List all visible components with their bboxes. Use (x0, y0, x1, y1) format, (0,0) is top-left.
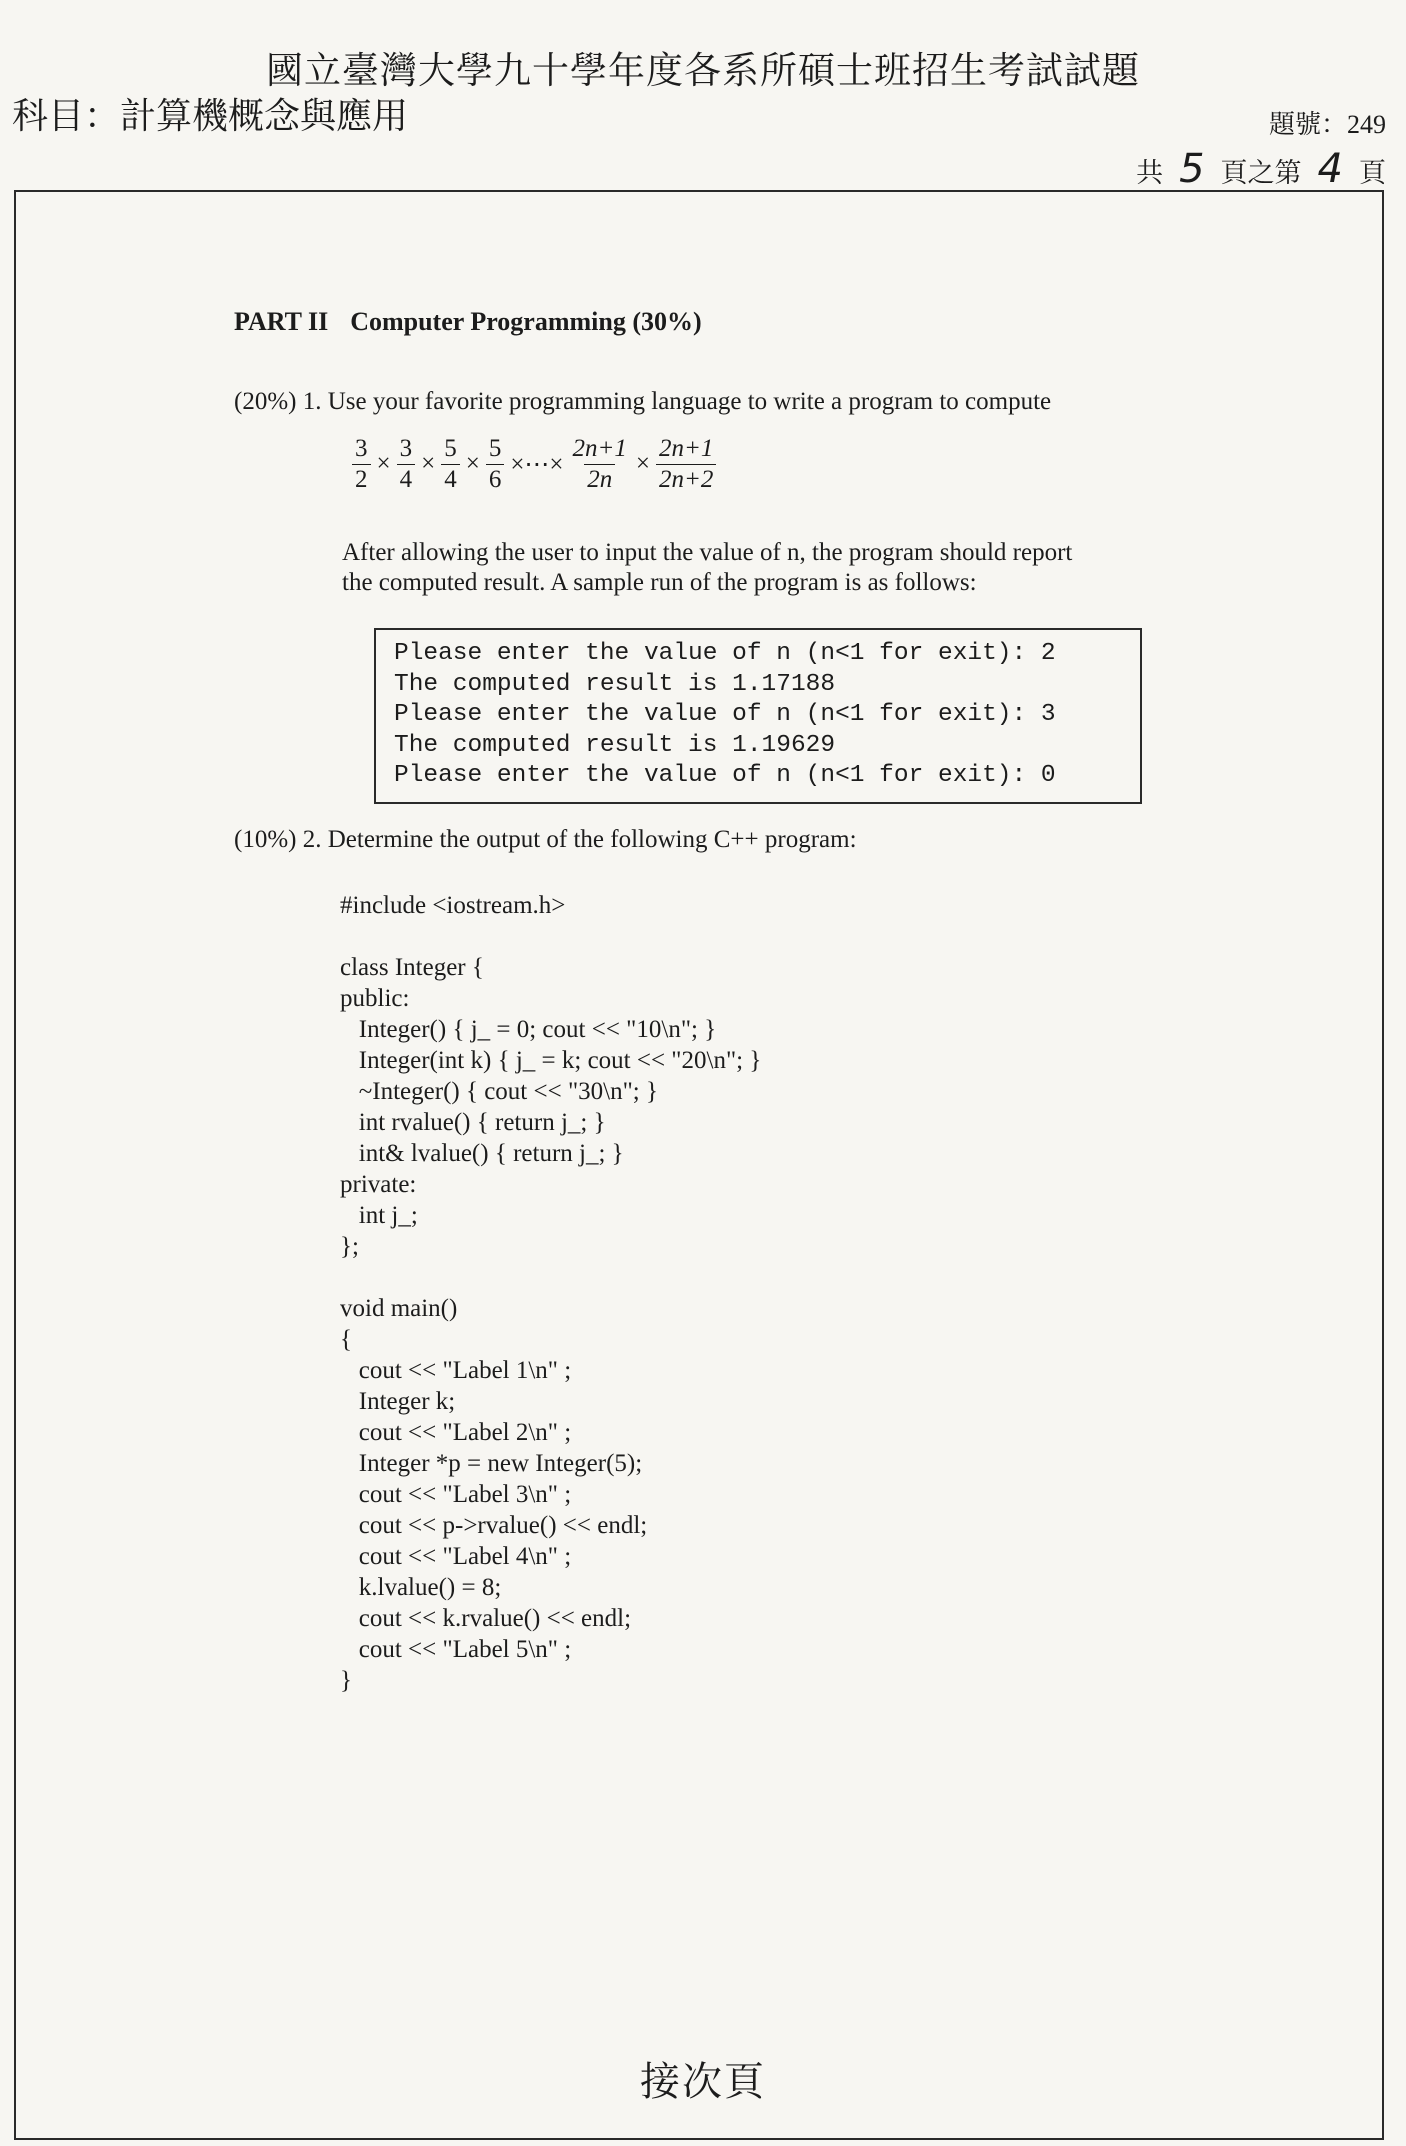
code-line: class Integer { (340, 954, 484, 981)
sample-run-line: Please enter the value of n (n<1 for exit): 2 (394, 640, 1056, 667)
question-number: 題號：249 (1268, 110, 1386, 139)
code-line: Integer() { j_ = 0; cout << "10\n"; } (340, 1016, 717, 1043)
continue-next-page-note: 接次頁 (640, 2059, 766, 2105)
code-line: #include <iostream.h> (340, 892, 566, 919)
sample-run-line: The computed result is 1.19629 (394, 731, 836, 759)
code-line: Integer(int k) { j_ = k; cout << "20\n"; } (340, 1047, 762, 1074)
question-1-text: (20%) 1. Use your favorite programming language to write a program to compute (234, 388, 1052, 415)
code-line (340, 921, 761, 952)
times-sign: × (421, 450, 436, 477)
sample-run-line: Please enter the value of n (n<1 for exit): 0 (394, 762, 1056, 789)
code-line: int j_; (340, 1202, 418, 1229)
sample-run-box (374, 628, 1142, 804)
page-info (1136, 146, 1386, 192)
part-heading (234, 307, 702, 337)
code-line (340, 1262, 761, 1293)
code-line: Integer k; (340, 1388, 456, 1415)
exam-title: 國立臺灣大學九十學年度各系所碩士班招生考試試題 (266, 51, 1140, 92)
sample-run-line: The computed result is 1.17188 (394, 670, 836, 698)
times-sign: × (376, 450, 391, 477)
part-title: Computer Programming (30%) (350, 307, 702, 336)
fraction-5: $\frac{2n+1}{2n}$ (572, 434, 627, 493)
cpp-code-listing (340, 890, 761, 1696)
subject-label: 科目：計算機概念與應用 (12, 96, 409, 136)
fraction-2: $\frac{3}{4}$ (397, 434, 416, 495)
ellipsis-times: ×⋯× (510, 451, 564, 478)
fraction-1: $\frac{3}{2}$ (352, 434, 371, 495)
current-page: 4 (1317, 146, 1343, 192)
code-line: Integer *p = new Integer(5); (340, 1450, 643, 1477)
code-line: cout << p->rvalue() << endl; (340, 1512, 648, 1539)
paragraph-line: the computed result. A sample run of the program is as follows: (342, 569, 977, 596)
code-line: }; (340, 1233, 359, 1260)
code-line: cout << "Label 4\n" ; (340, 1543, 572, 1570)
paragraph-line: After allowing the user to input the value of n, the program should report (342, 539, 1073, 566)
code-line: cout << "Label 5\n" ; (340, 1636, 572, 1663)
fraction-6: $\frac{2n+1}{2n+2}$ (656, 434, 716, 495)
code-line: k.lvalue() = 8; (340, 1574, 502, 1601)
code-line: ~Integer() { cout << "30\n"; } (340, 1078, 659, 1105)
code-line: cout << k.rvalue() << endl; (340, 1605, 632, 1632)
times-sign: × (465, 450, 480, 477)
sample-run-line: Please enter the value of n (n<1 for exit): 3 (394, 701, 1056, 728)
code-line: int& lvalue() { return j_; } (340, 1140, 624, 1167)
product-formula (350, 428, 718, 500)
part-label: PART II (234, 307, 329, 336)
question-2-text: (10%) 2. Determine the output of the following C++ program: (234, 826, 857, 853)
page-info-prefix: 共 (1136, 158, 1164, 188)
code-line: { (340, 1326, 352, 1353)
code-line: cout << "Label 1\n" ; (340, 1357, 572, 1384)
code-line: } (340, 1667, 352, 1694)
fraction-3: $\frac{5}{4}$ (441, 434, 460, 495)
code-line: cout << "Label 2\n" ; (340, 1419, 572, 1446)
code-line: void main() (340, 1295, 458, 1322)
fraction-4: $\frac{5}{6}$ (486, 434, 505, 495)
page-info-suffix: 頁 (1359, 158, 1386, 188)
code-line: private: (340, 1171, 417, 1198)
code-line: public: (340, 985, 410, 1012)
question-1-paragraph (342, 538, 1182, 598)
code-line: cout << "Label 3\n" ; (340, 1481, 572, 1508)
code-line: int rvalue() { return j_; } (340, 1109, 606, 1136)
page-info-middle: 頁之第 (1220, 158, 1302, 188)
times-sign: × (635, 450, 651, 477)
total-pages: 5 (1179, 146, 1205, 192)
